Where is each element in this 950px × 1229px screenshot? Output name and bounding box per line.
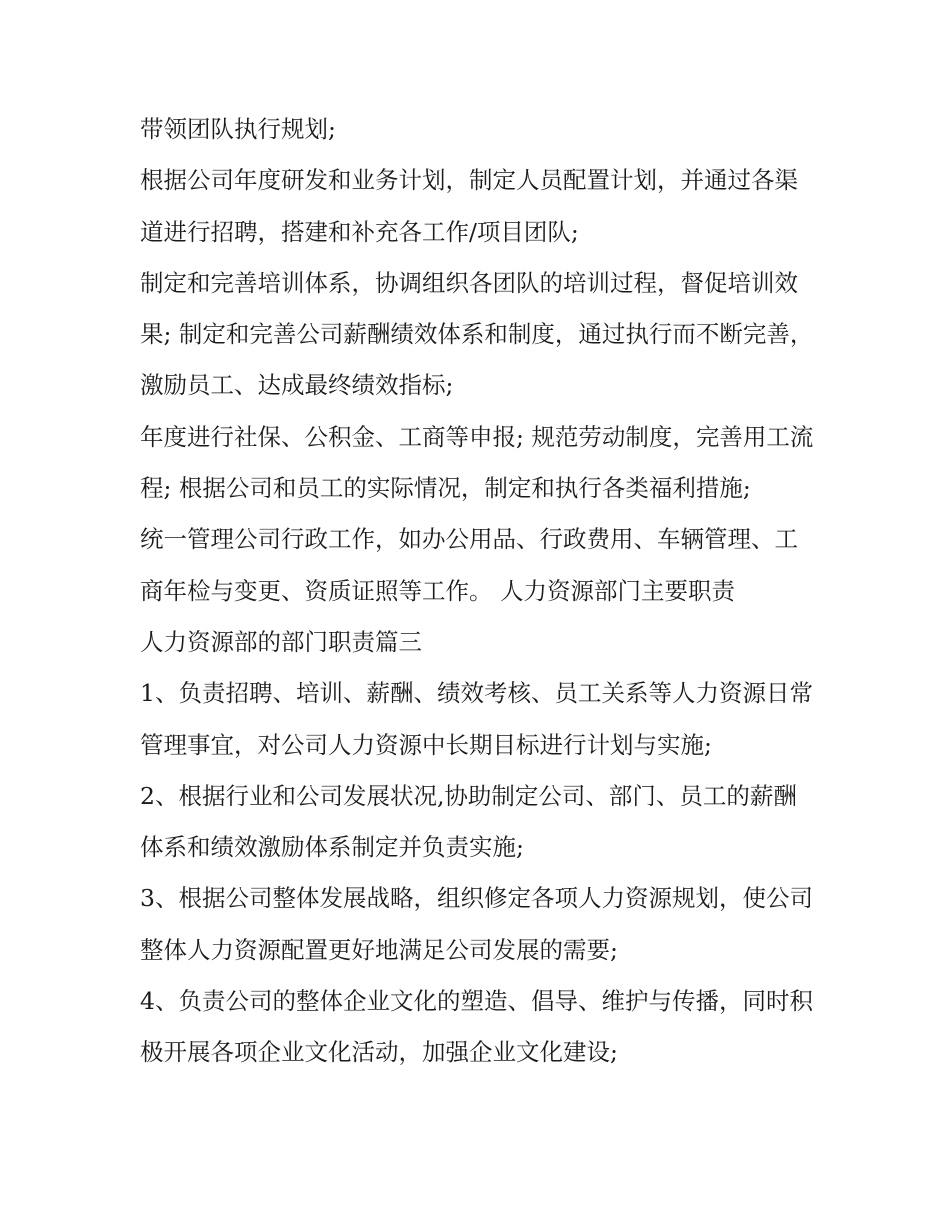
document-body: [140, 104, 820, 1079]
list-item-3: 3、根据公司整体发展战略，组织修定各项人力资源规划，使公司整体人力资源配置更好地满足公司发展的需要;: [140, 884, 813, 964]
paragraph-team-plan: 带领团队执行规划;: [140, 115, 336, 143]
paragraph-social-insurance: 年度进行社保、公积金、工商等申报; 规范劳动制度，完善用工流程; 根据公司和员工的实际情况，制定和执行各类福利措施;: [140, 422, 814, 503]
list-item-1: 1、负责招聘、培训、薪酬、绩效考核、员工关系等人力资源日常管理事宜，对公司人力资源中长期目标进行计划与实施;: [140, 679, 813, 759]
paragraph-administration: 统一管理公司行政工作，如办公用品、行政费用、车辆管理、工商年检与变更、资质证照等工作。 人力资源部门主要职责: [140, 525, 798, 605]
section-heading: 人力资源部的部门职责篇三: [140, 627, 422, 656]
list-item-2: 2、根据行业和公司发展状况,协助制定公司、部门、员工的薪酬体系和绩效激励体系制定并负责实施;: [140, 781, 797, 862]
paragraph-recruitment: 根据公司年度研发和业务计划，制定人员配置计划，并通过各渠道进行招聘，搭建和补充各工作/项目团队;: [140, 166, 798, 246]
paragraph-training-compensation: 制定和完善培训体系，协调组织各团队的培训过程，督促培训效果; 制定和完善公司薪酬绩效体系和制度，通过执行而不断完善，激励员工、达成最终绩效指标;: [140, 268, 814, 400]
list-item-4: 4、负责公司的整体企业文化的塑造、倡导、维护与传播，同时积极开展各项企业文化活动，加强企业文化建设;: [140, 987, 813, 1067]
